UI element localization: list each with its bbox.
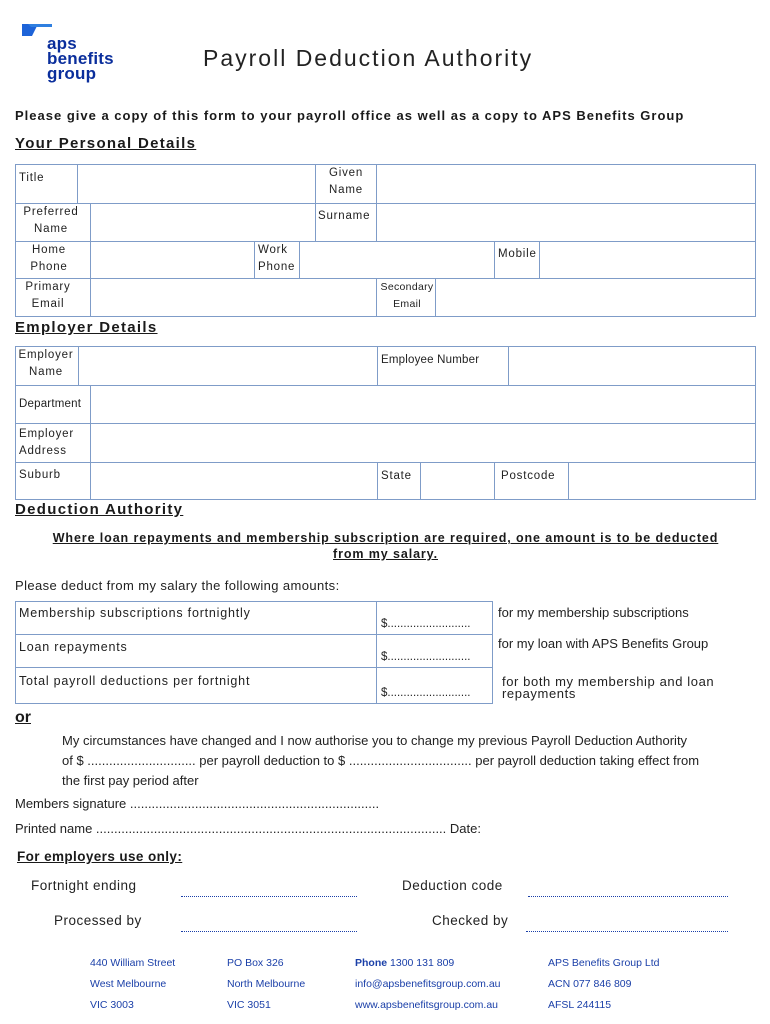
deduction-code-label: Deduction code bbox=[402, 878, 503, 893]
secondary-email-field[interactable] bbox=[435, 278, 756, 317]
work-phone-label-cell: Work Phone bbox=[254, 241, 300, 279]
instruction-text: Please give a copy of this form to your payroll office as well as a copy to APS Benefits Group bbox=[15, 108, 685, 123]
title-field[interactable] bbox=[77, 164, 316, 204]
primary-email-field[interactable] bbox=[90, 278, 377, 317]
deduction-row-purpose: for both my membership and loan repayments bbox=[502, 674, 715, 701]
fortnight-ending-label: Fortnight ending bbox=[31, 878, 137, 893]
suburb-field[interactable] bbox=[90, 462, 378, 500]
processed-by-label: Processed by bbox=[54, 913, 142, 928]
employer-details-heading: Employer Details bbox=[15, 319, 158, 336]
preferred-name-label-cell: Preferred Name bbox=[15, 203, 91, 242]
surname-field[interactable] bbox=[376, 203, 756, 242]
membership-amount-field[interactable]: $.......................... bbox=[376, 601, 493, 635]
surname-label-cell: Surname bbox=[315, 203, 377, 242]
deduction-row-purpose: for my loan with APS Benefits Group bbox=[498, 636, 709, 651]
department-label-cell: Department bbox=[15, 385, 91, 424]
suburb-label-cell: Suburb bbox=[15, 462, 91, 500]
change-authority-line-3: the first pay period after bbox=[62, 773, 199, 788]
fortnight-ending-field[interactable] bbox=[181, 895, 357, 897]
primary-email-label-cell: Primary Email bbox=[15, 278, 91, 317]
footer-email-link[interactable]: info@apsbenefitsgroup.com.au bbox=[355, 978, 501, 990]
employee-number-field[interactable] bbox=[508, 346, 756, 386]
processed-by-field[interactable] bbox=[181, 930, 357, 932]
or-separator: or bbox=[15, 709, 31, 726]
footer-company-details: APS Benefits Group Ltd ACN 077 846 809 AFSL 244115 bbox=[548, 957, 660, 1011]
deduction-row-purpose: for my membership subscriptions bbox=[498, 605, 689, 620]
footer-postal-address: PO Box 326 North Melbourne VIC 3051 bbox=[227, 957, 306, 1011]
deduction-row-label-cell: Loan repayments bbox=[15, 634, 377, 668]
aps-logo-wordmark: aps benefits group bbox=[47, 34, 114, 83]
checked-by-label: Checked by bbox=[432, 913, 509, 928]
deduction-intro: Please deduct from my salary the following amounts: bbox=[15, 578, 340, 593]
mobile-field[interactable] bbox=[539, 241, 756, 279]
employers-use-heading: For employers use only: bbox=[17, 849, 183, 864]
employer-name-label-cell: Employer Name bbox=[15, 346, 79, 386]
members-signature-line[interactable]: Members signature ..................................................................... bbox=[15, 796, 380, 811]
total-amount-field[interactable]: $.......................... bbox=[376, 667, 493, 704]
footer-phone: 1300 131 809 bbox=[390, 957, 455, 969]
footer-phone-label: Phone bbox=[355, 957, 388, 969]
footer-street-address: 440 William Street West Melbourne VIC 3003 bbox=[90, 957, 176, 1011]
employer-address-field[interactable] bbox=[90, 423, 756, 463]
checked-by-field[interactable] bbox=[526, 930, 728, 932]
printed-name-date-line[interactable]: Printed name ................................................................................................. Date: bbox=[15, 821, 481, 836]
employer-address-label-cell: Employer Address bbox=[15, 423, 91, 463]
home-phone-label-cell: Home Phone bbox=[15, 241, 91, 279]
given-name-field[interactable] bbox=[376, 164, 756, 204]
deduction-row-label-cell: Membership subscriptions fortnightly bbox=[15, 601, 377, 635]
employer-name-field[interactable] bbox=[78, 346, 378, 386]
deduction-code-field[interactable] bbox=[528, 895, 728, 897]
deduction-notice: Where loan repayments and membership subscription are required, one amount is to be deducted from my salary. bbox=[52, 531, 719, 561]
given-name-label-cell: Given Name bbox=[315, 164, 377, 204]
personal-details-heading: Your Personal Details bbox=[15, 135, 197, 152]
mobile-label-cell: Mobile bbox=[494, 241, 540, 279]
page-title: Payroll Deduction Authority bbox=[203, 45, 534, 71]
deduction-row-label-cell: Total payroll deductions per fortnight bbox=[15, 667, 377, 704]
state-label-cell: State bbox=[377, 462, 421, 500]
loan-amount-field[interactable]: $.......................... bbox=[376, 634, 493, 668]
preferred-name-field[interactable] bbox=[90, 203, 316, 242]
footer-website-link[interactable]: www.apsbenefitsgroup.com.au bbox=[355, 999, 498, 1011]
work-phone-field[interactable] bbox=[299, 241, 495, 279]
deduction-authority-heading: Deduction Authority bbox=[15, 501, 184, 518]
postcode-label-cell: Postcode bbox=[494, 462, 569, 500]
state-field[interactable] bbox=[420, 462, 495, 500]
home-phone-field[interactable] bbox=[90, 241, 255, 279]
department-field[interactable] bbox=[90, 385, 756, 424]
title-label-cell: Title bbox=[15, 164, 78, 204]
postcode-field[interactable] bbox=[568, 462, 756, 500]
secondary-email-label-cell: Secondary Email bbox=[376, 278, 436, 317]
employee-number-label-cell: Employee Number bbox=[377, 346, 509, 386]
change-authority-line-1: My circumstances have changed and I now authorise you to change my previous Payroll Deduction Authority bbox=[62, 733, 688, 748]
change-authority-line-2[interactable]: of $ .............................. per payroll deduction to $ .................................. per payroll deduction taking effect from bbox=[62, 753, 700, 768]
footer-contact bbox=[355, 953, 501, 1016]
